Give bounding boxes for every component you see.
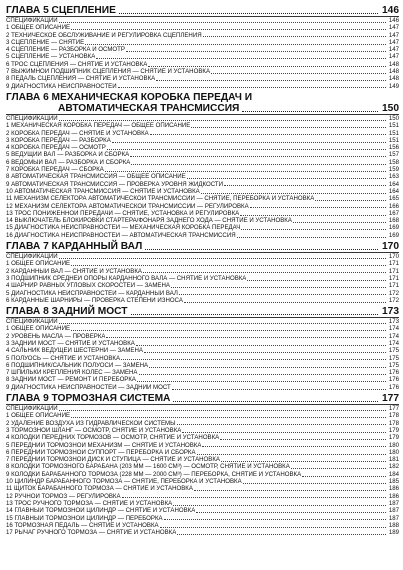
entry-page: 176 — [388, 383, 399, 391]
entry-page: 169 — [388, 231, 399, 239]
dot-leader — [85, 44, 386, 45]
entry-title: 6 КАРДАННЫЕ ШАРНИРЫ — ПРОВЕРКА СТЕПЕНИ ИЗНОСА — [6, 296, 183, 304]
entry-page: 147 — [388, 24, 399, 32]
dot-leader — [131, 164, 386, 165]
toc-entry[interactable] — [6, 318, 399, 325]
toc-entry[interactable] — [6, 471, 399, 478]
entry-title: 2 УДАЛЕНИЕ ВОЗДУХА ИЗ ГИДРАВЛИЧЕСКОЙ СИСТЕМЫ — [6, 419, 176, 427]
dot-leader — [59, 410, 386, 411]
toc-entry[interactable] — [6, 195, 399, 202]
toc-entry[interactable] — [6, 137, 399, 144]
toc-entry[interactable] — [6, 500, 399, 507]
entry-page: 148 — [388, 60, 399, 68]
toc-entry[interactable] — [6, 210, 399, 217]
dot-leader — [121, 359, 386, 360]
entry-title: СПЕЦИФИКАЦИИ — [6, 17, 58, 24]
entry-title: 5 ДИАГНОСТИКА НЕИСПРАВНОСТЕЙ — КАРДАННЫЙ ВАЛ — [6, 289, 178, 297]
chapter-heading — [6, 241, 399, 252]
toc-entry[interactable] — [6, 434, 399, 441]
entry-title: 6 ВЕДОМЫЙ ВАЛ — РАЗБОРКА И СБОРКА — [6, 158, 131, 166]
toc-entry[interactable] — [6, 442, 399, 449]
dot-leader — [71, 265, 386, 266]
dot-leader — [136, 345, 386, 346]
entry-page: 175 — [388, 354, 399, 362]
dot-leader — [144, 352, 386, 353]
entry-page: 180 — [388, 441, 399, 449]
dot-leader — [173, 505, 386, 506]
entry-title: 4 КОЛОДКИ ПЕРЕДНИХ ТОРМОЗОВ — ОСМОТР, СНЯТИЕ И УСТАНОВКА — [6, 434, 220, 442]
entry-page: 165 — [388, 195, 399, 203]
toc-entry[interactable] — [6, 203, 399, 210]
toc-entry[interactable] — [6, 173, 399, 180]
entry-page: 147 — [388, 31, 399, 39]
entry-title: 13 ТРОС ПОНИЖЕННОЙ ПЕРЕДАЧИ — СНЯТИЕ, УСТАНОВКА И РЕГУЛИРОВКА — [6, 209, 240, 217]
toc-entry[interactable] — [6, 449, 399, 456]
entry-page: 171 — [388, 282, 399, 290]
dot-leader — [107, 149, 386, 150]
toc-entry[interactable] — [6, 376, 399, 383]
dot-leader — [202, 446, 386, 447]
entry-title: 2 КОРОБКА ПЕРЕДАЧ — СНЯТИЕ И УСТАНОВКА — [6, 129, 149, 137]
toc-entry[interactable] — [6, 297, 399, 304]
entry-page: 172 — [388, 296, 399, 304]
toc-entry[interactable] — [6, 166, 399, 173]
dot-leader — [106, 337, 386, 338]
toc-entry[interactable] — [6, 333, 399, 340]
entry-title: 15 ГЛАВНЫЙ ТОРМОЗНОЙ ЦИЛИНДР — ПЕРЕБОРКА — [6, 514, 163, 522]
toc-entry[interactable] — [6, 362, 399, 369]
entry-page: 158 — [388, 158, 399, 166]
entry-title: 1 МЕХАНИЧЕСКАЯ КОРОБКА ПЕРЕДАЧ — ОБЩЕЕ ОПИСАНИЕ — [6, 122, 191, 130]
entry-page: 167 — [388, 209, 399, 217]
entry-page: 169 — [388, 224, 399, 232]
entry-page: 171 — [388, 267, 399, 275]
dot-leader — [191, 127, 386, 128]
entry-title: СПЕЦИФИКАЦИИ — [6, 253, 58, 261]
entry-title: 1 ОБЩЕЕ ОПИСАНИЕ — [6, 260, 71, 268]
entry-title: 13 ТРОС РУЧНОГО ТОРМОЗА — СНЯТИЕ И УСТАНОВКА — [6, 499, 173, 507]
dot-leader — [201, 193, 386, 194]
dot-leader — [194, 490, 386, 491]
toc-entry[interactable] — [6, 427, 399, 434]
chapter-page: 170 — [382, 241, 399, 253]
dot-leader — [59, 323, 386, 324]
entry-page: 176 — [388, 369, 399, 377]
dot-leader — [177, 534, 386, 535]
entry-title: 8 ПЕДАЛЬ СЦЕПЛЕНИЯ — СНЯТИЕ И УСТАНОВКА — [6, 75, 156, 83]
entry-page: 174 — [388, 325, 399, 333]
toc-entry[interactable] — [6, 53, 399, 60]
toc-entry[interactable] — [6, 522, 399, 529]
entry-page: 175 — [388, 347, 399, 355]
toc-entry[interactable] — [6, 83, 399, 90]
toc-entry[interactable] — [6, 24, 399, 31]
entry-page: 168 — [388, 217, 399, 225]
entry-page: 179 — [388, 434, 399, 442]
toc-entry[interactable] — [6, 384, 399, 391]
entry-title: 5 ПОЛУОСЬ — СНЯТИЕ И УСТАНОВКА — [6, 354, 121, 362]
toc-entry[interactable] — [6, 75, 399, 82]
toc-entry[interactable] — [6, 260, 399, 267]
entry-page: 148 — [388, 68, 399, 76]
entry-page: 179 — [388, 426, 399, 434]
entry-page: 157 — [388, 151, 399, 159]
toc-entry[interactable] — [6, 32, 399, 39]
entry-page: 187 — [388, 514, 399, 522]
entry-page: 171 — [388, 260, 399, 268]
entry-title: 1 ОБЩЕЕ ОПИСАНИЕ — [6, 24, 71, 32]
entry-page: 176 — [388, 376, 399, 384]
toc-entry[interactable] — [6, 68, 399, 75]
entry-title: 7 ПЕРЕДНИЙ ТОРМОЗНОЙ ДИСК И СТУПИЦА — СНЯТИЕ И УСТАНОВКА — [6, 456, 220, 464]
entry-title: 17 РЫЧАГ РУЧНОГО ТОРМОЗА — СНЯТИЕ И УСТАНОВКА — [6, 529, 177, 537]
entry-page: 156 — [388, 144, 399, 152]
toc-entry[interactable] — [6, 181, 399, 188]
dot-leader — [211, 73, 386, 74]
dot-leader — [184, 302, 386, 303]
entry-page: 172 — [388, 289, 399, 297]
toc-entry[interactable] — [6, 529, 399, 536]
entry-page: 147 — [388, 46, 399, 54]
dot-leader — [130, 156, 386, 157]
toc-entry[interactable] — [6, 188, 399, 195]
toc-entry[interactable] — [6, 275, 399, 282]
entry-title: 14 ВЫКЛЮЧАТЕЛЬ БЛОКИРОВКИ СТАРТЕРА/ФОНАРЯ ЗАДНЕГО ХОДА — СНЯТИЕ И УСТАНОВКА — [6, 217, 292, 225]
entry-page: 187 — [388, 499, 399, 507]
dot-leader — [243, 483, 386, 484]
dot-leader — [105, 171, 386, 172]
toc-entry[interactable] — [6, 61, 399, 68]
dot-leader — [187, 178, 386, 179]
chapter-page: 150 — [382, 102, 399, 114]
dot-leader — [149, 367, 386, 368]
entry-title: 12 МЕХАНИЗМ СЕЛЕКТОРА АВТОМАТИЧЕСКОЙ ТРАНСМИССИИ — РЕГУЛИРОВКА — [6, 202, 249, 210]
dot-leader — [221, 461, 386, 462]
toc-entry[interactable] — [6, 224, 399, 231]
toc-entry[interactable] — [6, 217, 399, 224]
entry-page: 151 — [388, 129, 399, 137]
dot-leader — [220, 439, 386, 440]
entry-title: 7 КОРОБКА ПЕРЕДАЧ — СБОРКА — [6, 166, 104, 174]
dot-leader — [59, 258, 386, 259]
toc-entry[interactable] — [6, 456, 399, 463]
toc-entry[interactable] — [6, 493, 399, 500]
entry-title: 16 ДИАГНОСТИКА НЕИСПРАВНОСТЕЙ — АВТОМАТИЧЕСКАЯ ТРАНСМИССИЯ — [6, 231, 236, 239]
toc-entry[interactable] — [6, 412, 399, 419]
chapter-heading — [6, 393, 399, 404]
entry-page: 184 — [388, 470, 399, 478]
dot-leader — [171, 287, 386, 288]
entry-page: 186 — [388, 492, 399, 500]
toc-entry[interactable] — [6, 369, 399, 376]
dot-leader — [177, 424, 387, 425]
entry-title: 16 ТОРМОЗНАЯ ПЕДАЛЬ — СНЯТИЕ И УСТАНОВКА — [6, 521, 159, 529]
entry-title: 8 АВТОМАТИЧЕСКАЯ ТРАНСМИССИЯ — ОБЩЕЕ ОПИСАНИЕ — [6, 173, 186, 181]
entry-page: 175 — [388, 361, 399, 369]
toc-entry[interactable] — [6, 420, 399, 427]
dot-leader — [172, 389, 386, 390]
dot-leader — [131, 314, 378, 315]
dot-leader — [71, 417, 386, 418]
toc-entry[interactable] — [6, 347, 399, 354]
dot-leader — [126, 51, 386, 52]
dot-leader — [197, 454, 386, 455]
entry-title: 9 АВТОМАТИЧЕСКАЯ ТРАНСМИССИЯ — ПРОВЕРКА УРОВНЯ ЖИДКОСТИ — [6, 180, 223, 188]
toc-entry[interactable] — [6, 122, 399, 129]
chapter-page: 146 — [382, 5, 399, 16]
dot-leader — [315, 200, 386, 201]
entry-title: 4 САЛЬНИК ВЕДУЩЕЙ ШЕСТЕРНИ — ЗАМЕНА — [6, 347, 143, 355]
entry-title: 2 КАРДАННЫЙ ВАЛ — СНЯТИЕ И УСТАНОВКА — [6, 267, 142, 275]
entry-title: 1 ОБЩЕЕ ОПИСАНИЕ — [6, 412, 71, 420]
toc-entry[interactable] — [6, 355, 399, 362]
entry-title: 12 РУЧНОЙ ТОРМОЗ — РЕГУЛИРОВКА — [6, 492, 121, 500]
toc-entry[interactable] — [6, 151, 399, 158]
chapter-page: 173 — [382, 306, 399, 318]
entry-title: 3 ТОРМОЗНОЙ ШЛАНГ — ОСМОТР, СНЯТИЕ И УСТАНОВКА — [6, 426, 182, 434]
dot-leader — [237, 237, 386, 238]
dot-leader — [145, 249, 378, 250]
dot-leader — [160, 527, 386, 528]
dot-leader — [59, 22, 386, 23]
entry-title: 4 СЦЕПЛЕНИЕ — РАЗБОРКА И ОСМОТР — [6, 46, 125, 54]
entry-page: 164 — [388, 180, 399, 188]
dot-leader — [247, 280, 386, 281]
toc-entry[interactable] — [6, 39, 399, 46]
chapter-title: ГЛАВА 5 СЦЕПЛЕНИЕ — [6, 5, 116, 16]
dot-leader — [224, 185, 386, 186]
dot-leader — [293, 222, 386, 223]
toc-entry[interactable] — [6, 463, 399, 470]
entry-title: 9 ДИАГНОСТИКА НЕИСПРАВНОСТЕЙ — [6, 82, 117, 90]
entry-page: 185 — [388, 478, 399, 486]
dot-leader — [59, 120, 386, 121]
entry-title: СПЕЦИФИКАЦИИ — [6, 318, 58, 326]
entry-title: 7 ВЫЖИМНОЙ ПОДШИПНИК СЦЕПЛЕНИЯ — СНЯТИЕ И УСТАНОВКА — [6, 68, 211, 76]
toc-entry[interactable] — [6, 144, 399, 151]
toc-entry[interactable] — [6, 485, 399, 492]
dot-leader — [71, 330, 386, 331]
entry-page: 181 — [388, 456, 399, 464]
dot-leader — [150, 134, 386, 135]
toc-entry[interactable] — [6, 325, 399, 332]
toc-entry[interactable] — [6, 478, 399, 485]
chapter-heading — [6, 306, 399, 317]
entry-page: 170 — [388, 253, 399, 261]
dot-leader — [148, 66, 386, 67]
entry-page: 150 — [388, 114, 399, 122]
entry-title: 15 ДИАГНОСТИКА НЕИСПРАВНОСТЕЙ — МЕХАНИЧЕСКАЯ КОРОБКА ПЕРЕДАЧ — [6, 224, 241, 232]
entry-page: 164 — [388, 187, 399, 195]
toc-entry[interactable] — [6, 232, 399, 239]
entry-title: 5 СЦЕПЛЕНИЕ — УСТАНОВКА — [6, 53, 96, 61]
entry-title: 2 УРОВЕНЬ МАСЛА — ПРОВЕРКА — [6, 332, 106, 340]
entry-page: 159 — [388, 166, 399, 174]
dot-leader — [118, 87, 386, 88]
dot-leader — [203, 36, 386, 37]
toc-entry[interactable] — [6, 115, 399, 122]
entry-title: 1 ОБЩЕЕ ОПИСАНИЕ — [6, 325, 71, 333]
dot-leader — [242, 111, 378, 112]
entry-page: 178 — [388, 412, 399, 420]
toc-entry[interactable] — [6, 17, 399, 24]
dot-leader — [137, 381, 386, 382]
dot-leader — [96, 58, 386, 59]
entry-page: 149 — [388, 82, 399, 90]
entry-page: 188 — [388, 521, 399, 529]
entry-title: 14 ГЛАВНЫЙ ТОРМОЗНОЙ ЦИЛИНДР — СНЯТИЕ И УСТАНОВКА — [6, 507, 196, 515]
dot-leader — [71, 29, 386, 30]
entry-title: 6 ТРОС СЦЕПЛЕНИЯ — СНЯТИЕ И УСТАНОВКА — [6, 60, 148, 68]
entry-title: 5 ПЕРЕДНИЙ ТОРМОЗНОЙ МЕХАНИЗМ — СНЯТИЕ И УСТАНОВКА — [6, 441, 202, 449]
entry-page: 180 — [388, 448, 399, 456]
entry-title: 11 МЕХАНИЗМ СЕЛЕКТОРА АВТОМАТИЧЕСКОЙ ТРАНСМИССИИ — СНЯТИЕ, ПЕРЕБОРКА И УСТАНОВКА — [6, 195, 315, 203]
entry-title: 3 ПОДШИПНИК СРЕДНЕЙ ОПОРЫ КАРДАННОГО ВАЛА — СНЯТИЕ И УСТАНОВКА — [6, 274, 247, 282]
chapter-title: ГЛАВА 7 КАРДАННЫЙ ВАЛ — [6, 241, 143, 253]
entry-page: 186 — [388, 485, 399, 493]
dot-leader — [143, 272, 386, 273]
dot-leader — [139, 374, 387, 375]
toc-entry[interactable] — [6, 405, 399, 412]
entry-page: 174 — [388, 332, 399, 340]
entry-page: 182 — [388, 463, 399, 471]
dot-leader — [122, 497, 386, 498]
chapter-heading — [6, 5, 399, 16]
entry-title: 2 ТЕХНИЧЕСКОЕ ОБСЛУЖИВАНИЕ И РЕГУЛИРОВКА СЦЕПЛЕНИЯ — [6, 31, 202, 39]
entry-title: 11 ЩИТОК БАРАБАННОГО ТОРМОЗА — СНЯТИЕ И УСТАНОВКА — [6, 485, 193, 493]
entry-page: 173 — [388, 318, 399, 326]
entry-title: 3 КОРОБКА ПЕРЕДАЧ — РАЗБОРКА — [6, 136, 111, 144]
toc-entry[interactable] — [6, 130, 399, 137]
entry-title: 4 ШАРНИР РАВНЫХ УГЛОВЫХ СКОРОСТЕЙ — ЗАМЕНА — [6, 282, 170, 290]
entry-title: 10 АВТОМАТИЧЕСКАЯ ТРАНСМИССИЯ — СНЯТИЕ И УСТАНОВКА — [6, 187, 200, 195]
entry-page: 151 — [388, 122, 399, 130]
entry-title: 9 ДИАГНОСТИКА НЕИСПРАВНОСТЕЙ — ЗАДНИЙ МОСТ — [6, 383, 171, 391]
entry-title: 3 СЦЕПЛЕНИЕ — СНЯТИЕ — [6, 38, 85, 46]
entry-page: 171 — [388, 274, 399, 282]
dot-leader — [156, 80, 386, 81]
entry-page: 189 — [388, 529, 399, 537]
dot-leader — [164, 519, 386, 520]
entry-page: 174 — [388, 339, 399, 347]
entry-title: 6 ПОДШИПНИК/САЛЬНИК ПОЛУОСИ — ЗАМЕНА — [6, 361, 149, 369]
dot-leader — [302, 476, 386, 477]
dot-leader — [182, 432, 386, 433]
entry-title: 8 ЗАДНИЙ МОСТ — РЕМОНТ И ПЕРЕБОРКА — [6, 376, 136, 384]
toc-entry[interactable] — [6, 46, 399, 53]
entry-page: 187 — [388, 507, 399, 515]
entry-title: 9 КОЛОДКИ БАРАБАННОГО ТОРМОЗА (228 ММ — 2000 СМ³) — ПЕРЕБОРКА, СНЯТИЕ И УСТАНОВКА — [6, 470, 302, 478]
toc-entry[interactable] — [6, 290, 399, 297]
dot-leader — [250, 207, 386, 208]
dot-leader — [173, 401, 378, 402]
dot-leader — [241, 229, 386, 230]
chapter-title: ГЛАВА 8 ЗАДНИЙ МОСТ — [6, 306, 128, 318]
toc-entry[interactable] — [6, 268, 399, 275]
chapter-title: ГЛАВА 6 МЕХАНИЧЕСКАЯ КОРОБКА ПЕРЕДАЧ И — [6, 91, 253, 103]
entry-page: 178 — [388, 419, 399, 427]
entry-title: 6 ПЕРЕДНИЙ ТОРМОЗНОЙ СУППОРТ — ПЕРЕБОРКА И СБОРКА — [6, 448, 196, 456]
entry-title: 8 КОЛОДКИ ТОРМОЗНОГО БАРАБАНА (203 ММ — 1600 СМ³) — ОСМОТР, СНЯТИЕ И УСТАНОВКА — [6, 463, 290, 471]
dot-leader — [112, 142, 386, 143]
entry-title: 5 ВЕДУЩИЙ ВАЛ — РАЗБОРКА И СБОРКА — [6, 151, 130, 159]
entry-page: 151 — [388, 136, 399, 144]
toc-entry[interactable] — [6, 515, 399, 522]
dot-leader — [196, 512, 386, 513]
toc-entry[interactable] — [6, 253, 399, 260]
entry-title: 3 ЗАДНИЙ МОСТ — СНЯТИЕ И УСТАНОВКА — [6, 339, 135, 347]
toc-entry[interactable] — [6, 507, 399, 514]
entry-title: СПЕЦИФИКАЦИИ — [6, 114, 58, 122]
dot-leader — [119, 13, 378, 14]
dot-leader — [291, 468, 386, 469]
entry-page: 146 — [388, 17, 399, 24]
entry-page: 166 — [388, 202, 399, 210]
chapter-title: ГЛАВА 9 ТОРМОЗНАЯ СИСТЕМА — [6, 393, 171, 405]
entry-page: 177 — [388, 405, 399, 413]
toc-entry[interactable] — [6, 159, 399, 166]
entry-title: 7 ШПИЛЬКИ КРЕПЛЕНИЯ КОЛЕС — ЗАМЕНА — [6, 369, 138, 377]
chapter-title-line2: АВТОМАТИЧЕСКАЯ ТРАНСМИССИЯ — [58, 102, 240, 114]
toc-entry[interactable] — [6, 340, 399, 347]
entry-page: 147 — [388, 38, 399, 46]
entry-title: СПЕЦИФИКАЦИИ — [6, 405, 58, 413]
chapter-page: 177 — [382, 393, 399, 405]
entry-title: 10 ЦИЛИНДР БАРАБАННОГО ТОРМОЗА — СНЯТИЕ, ПЕРЕБОРКА И УСТАНОВКА — [6, 478, 242, 486]
entry-page: 163 — [388, 173, 399, 181]
entry-title: 4 КОРОБКА ПЕРЕДАЧ — ОСМОТР — [6, 144, 106, 152]
entry-page: 148 — [388, 75, 399, 83]
dot-leader — [240, 215, 386, 216]
dot-leader — [179, 294, 386, 295]
toc-entry[interactable] — [6, 282, 399, 289]
entry-page: 147 — [388, 53, 399, 61]
chapter-heading — [6, 92, 399, 114]
